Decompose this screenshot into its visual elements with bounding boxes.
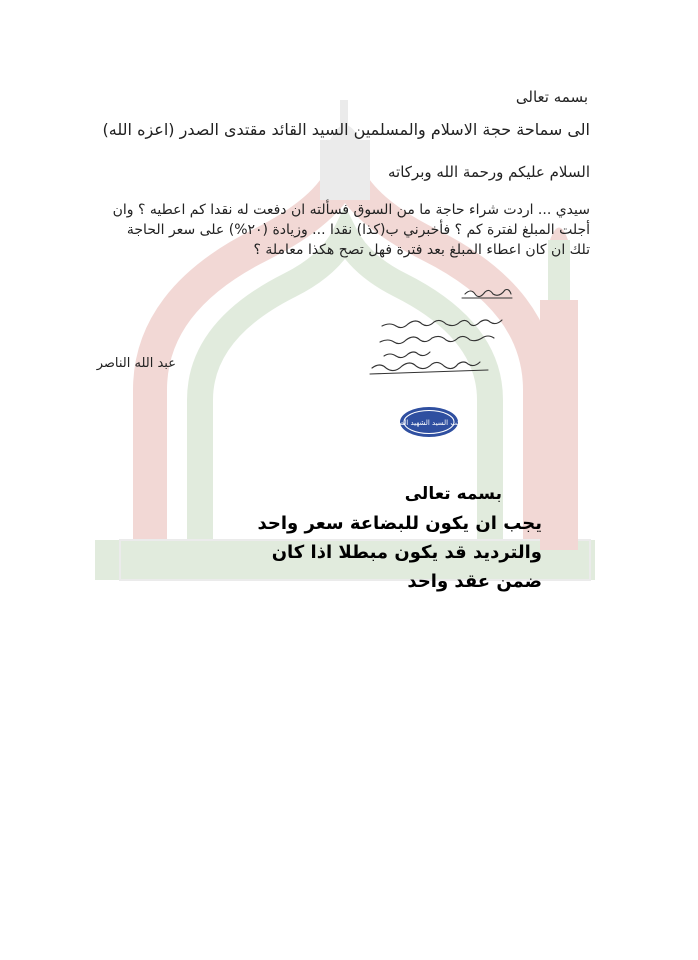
letter-addressee: الى سماحة حجة الاسلام والمسلمين السيد القائد مقتدى الصدر (اعزه الله) <box>102 120 590 139</box>
stamp-text: مكتب السيد الشهيد الصدر <box>391 419 467 427</box>
letter-greeting: السلام عليكم ورحمة الله وبركاته <box>388 163 590 181</box>
question-line: تلك ان كان اعطاء المبلغ بعد فترة فهل تصح هكذا معاملة ؟ <box>253 242 590 258</box>
reply-basmala: بسمه تعالى <box>404 484 502 504</box>
letter-question <box>90 200 590 260</box>
question-line: سيدي ... اردت شراء حاجة ما من السوق فسألته ان دفعت له نقدا كم اعطيه ؟ وان <box>112 202 590 218</box>
letter-sender: عبد الله الناصر <box>96 356 176 371</box>
official-stamp <box>391 405 467 439</box>
reply-line: والترديد قد يكون مبطلا اذا كان <box>271 542 542 563</box>
handwritten-signature <box>370 282 550 392</box>
reply-line: ضمن عقد واحد <box>407 571 542 592</box>
reply-line: يجب ان يكون للبضاعة سعر واحد <box>257 513 542 534</box>
letter-basmala: بسمه تعالى <box>515 88 588 106</box>
question-line: أجلت المبلغ لفترة كم ؟ فأخبرني ب(كذا) نقدا ... وزيادة (٢٠%) على سعر الحاجة <box>126 222 590 238</box>
typed-reply <box>258 480 542 596</box>
